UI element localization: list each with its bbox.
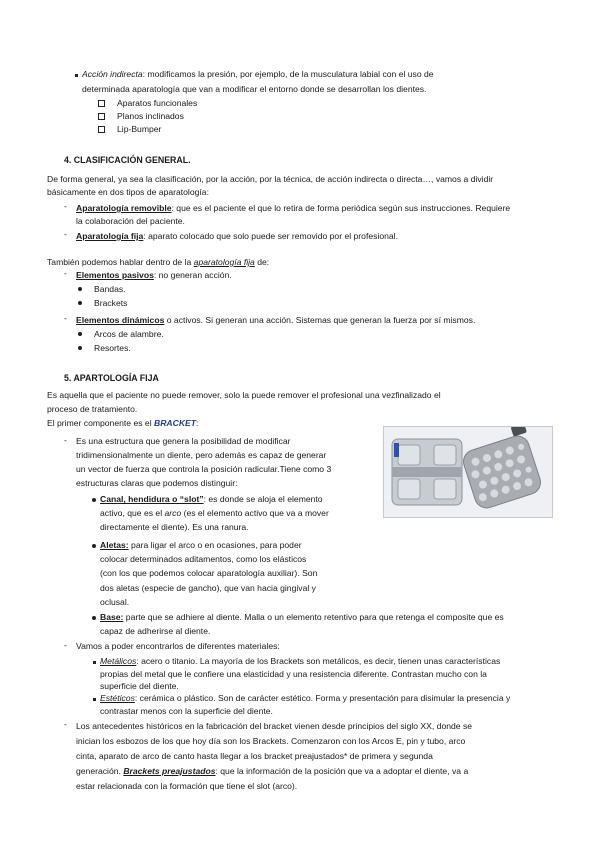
paragraph-line: Es aquella que el paciente no puede remover, solo la puede remover el profesional una vezfinalizado el (47, 390, 441, 400)
aletas-line: colocar determinados aditamentos, como los elásticos (100, 554, 307, 564)
dash-bullet: - (64, 435, 67, 445)
list-item: Lip-Bumper (117, 124, 162, 134)
paragraph-line: Los antecedentes históricos en la fabricación del bracket vienen desde principios del siglo XX, donde se (76, 721, 473, 731)
paragraph-line: Es una estructura que genera la posibilidad de modificar (76, 436, 291, 446)
paragraph-line: Vamos a poder encontrarlos de diferentes materiales: (76, 641, 280, 651)
esteticos-line1: Estéticos: cerámica o plástico. Son de carácter estético. Forma y presentación para disimular la presencia y (100, 693, 511, 703)
metalicos-line1: Metálicos: acero o titanio. La mayoría de los Brackets son metálicos, es decir, tienen unas características (100, 656, 501, 666)
list-item: Arcos de alambre. (94, 329, 164, 339)
base-line2: capaz de adherirse al diente. (100, 626, 211, 636)
metalicos-line: propias del metal que le confiere una elasticidad y una resistencia diferente. Contrastan mucho con la (100, 669, 487, 679)
removible-line1: Aparatología removible: que es el paciente el que lo retira de forma periódica según sus instrucciones. Requiere (76, 203, 511, 213)
bullet-square (93, 698, 96, 701)
bullet-square (93, 661, 96, 664)
removible-line2: la colaboración del paciente. (76, 216, 185, 226)
paragraph-line: estructuras claras que podemos distinguir: (76, 478, 238, 488)
list-item: Bandas. (94, 284, 126, 294)
dinamicos-line: Elementos dinámicos o activos. Si generan una acción. Sistemas que generan la fuerza por sí mismos. (76, 315, 476, 325)
aletas-line1: Aletas: para ligar el arco o en ocasiones, para poder (100, 540, 302, 550)
paragraph-line: tridimensionalmente un diente, pero además es capaz de generar (76, 450, 327, 460)
dash-bullet: - (64, 229, 67, 239)
tambien-line: También podemos hablar dentro de la aparatología fija de: (47, 257, 270, 267)
bullet-dot (92, 544, 96, 548)
bullet-dot (92, 616, 96, 620)
paragraph-line: estar relacionada con la formación que tiene el slot (arco). (76, 781, 298, 791)
paragraph-line: inician los esbozos de los que hoy día son los Brackets. Comenzaron con los Arcos E, pin y tubo, arco (76, 736, 466, 746)
checkbox-icon (98, 100, 105, 107)
canal-line1: Canal, hendidura o “slot”: es donde se aloja el elemento (100, 494, 323, 504)
bullet-square (75, 74, 78, 77)
bullet-dot (78, 332, 82, 336)
dash-bullet: - (64, 640, 67, 650)
paragraph-line: un vector de fuerza que controla la posición radicular.Tiene como 3 (76, 464, 332, 474)
paragraph-line: De forma general, ya sea la clasificación, por la acción, por la técnica, de acción indirecta o directa…, vamos a dividir (47, 174, 494, 184)
list-item: Aparatos funcionales (117, 98, 198, 108)
metalicos-line: superficie del diente. (100, 681, 179, 691)
canal-line2: activo, que es el arco (es el elemento activo que va a mover (100, 508, 329, 518)
canal-line3: directamente el diente). Es una ranura. (100, 522, 249, 532)
esteticos-line2: contrastar menos con la superficie del diente. (100, 706, 273, 716)
paragraph-line: proceso de tratamiento. (47, 404, 138, 414)
aletas-line: dos aletas (especie de gancho), que van hacia gingival y (100, 583, 316, 593)
dash-bullet: - (64, 201, 67, 211)
dash-bullet: - (64, 268, 67, 278)
list-item: Resortes. (94, 343, 131, 353)
fija-line: Aparatología fija: aparato colocado que solo puede ser removido por el profesional. (76, 231, 398, 241)
bullet-dot (78, 287, 82, 291)
list-item: Brackets (94, 298, 128, 308)
aletas-line: (con los que podemos colocar aparatología auxiliar). Son (100, 568, 318, 578)
bullet-dot (92, 498, 96, 502)
accion-indirecta-line2: determinada aparatología que van a modificar el entorno donde se desarrollan los dientes. (82, 84, 427, 94)
base-line1: Base: parte que se adhiere al diente. Malla o un elemento retentivo para que retenga el composite que es (100, 612, 504, 622)
dash-bullet: - (64, 719, 67, 729)
bullet-dot (78, 301, 82, 305)
paragraph-line: cinta, aparato de arco de canto hasta llegar a los bracket preajustados* de primera y segunda (76, 751, 433, 761)
checkbox-icon (98, 126, 105, 133)
paragraph-line: básicamente en dos tipos de aparatología: (47, 187, 209, 197)
generacion-line: generación. Brackets preajustados: que la información de la posición que va a adoptar el diente, va a (76, 766, 469, 776)
list-item: Planos inclinados (117, 111, 184, 121)
section-heading: 4. CLASIFICACIÓN GENERAL. (64, 155, 191, 165)
bracket-illustration (384, 427, 552, 517)
accion-indirecta-line1: Acción indirecta: modificamos la presión, por ejemplo, de la musculatura labial con el uso de (82, 69, 434, 79)
checkbox-icon (98, 113, 105, 120)
pasivos-line: Elementos pasivos: no generan acción. (76, 270, 232, 280)
aletas-line: oclusal. (100, 597, 130, 607)
dash-bullet: - (64, 313, 67, 323)
section-heading: 5. APARTOLOGÍA FIJA (64, 373, 159, 383)
paragraph-line: El primer componente es el BRACKET: (47, 418, 199, 428)
bracket-image (383, 426, 553, 518)
bullet-dot (78, 346, 82, 350)
